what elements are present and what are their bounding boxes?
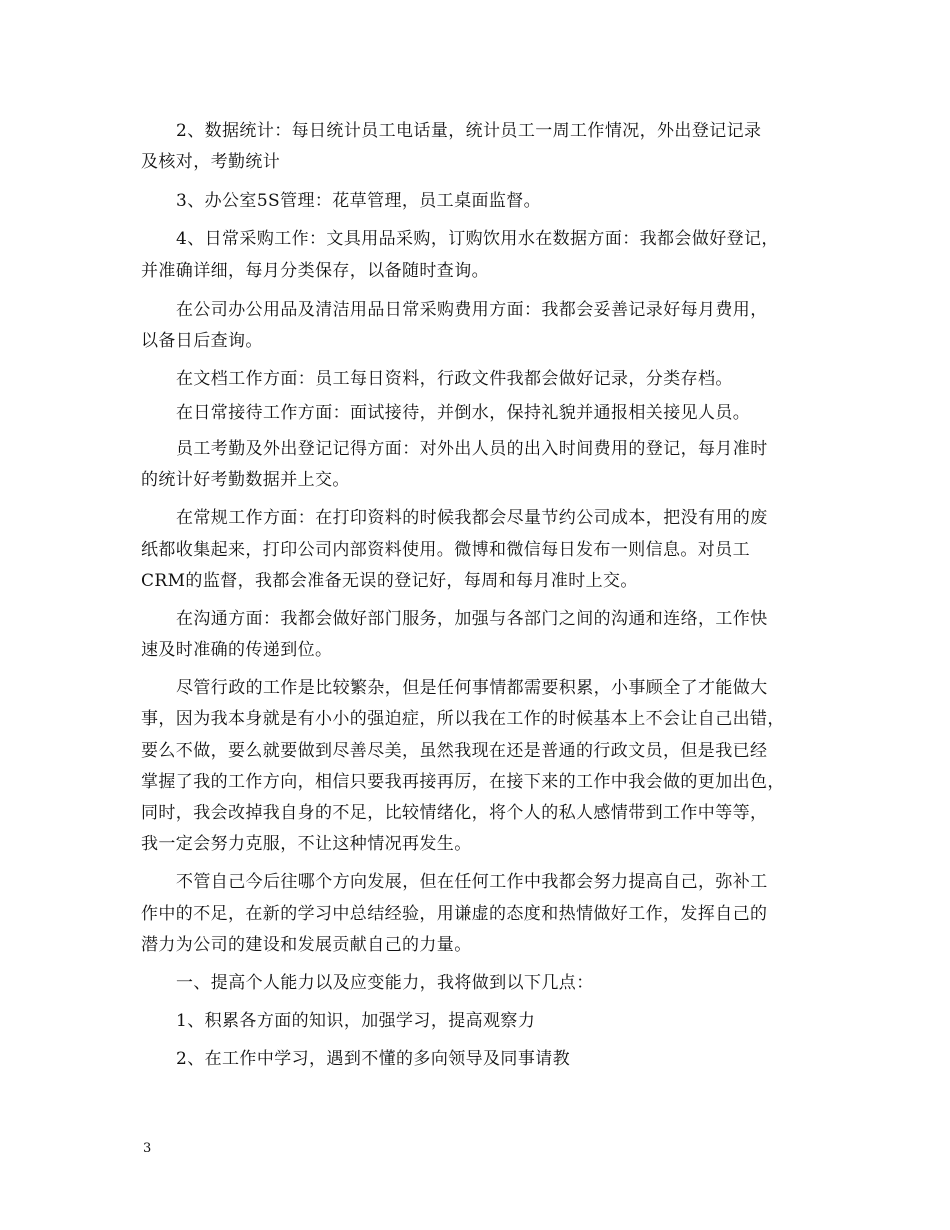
paragraph-line: 掌握了我的工作方向，相信只要我再接再厉，在接下来的工作中我会做的更加出色， [141, 772, 785, 792]
paragraph-line: 作中的不足，在新的学习中总结经验，用谦虚的态度和热情做好工作，发挥自己的 [141, 904, 768, 924]
paragraph-line: 在文档工作方面：员工每日资料，行政文件我都会做好记录，分类存档。 [176, 369, 733, 389]
paragraph-line: 4、日常采购工作：文具用品采购，订购饮用水在数据方面：我都会做好登记， [176, 229, 779, 249]
paragraph-line: 1、积累各方面的知识，加强学习，提高观察力 [176, 1011, 536, 1031]
paragraph-line: 在公司办公用品及清洁用品日常采购费用方面：我都会妥善记录好每月费用， [176, 300, 768, 320]
paragraph-line: CRM的监督，我都会准备无误的登记好，每周和每月准时上交。 [141, 571, 638, 591]
paragraph-line: 同时，我会改掉我自身的不足，比较情绪化，将个人的私人感情带到工作中等等， [141, 803, 768, 823]
paragraph-line: 一、提高个人能力以及应变能力，我将做到以下几点： [176, 973, 594, 993]
paragraph-line: 在常规工作方面：在打印资料的时候我都会尽量节约公司成本，把没有用的废 [176, 508, 768, 528]
paragraph-line: 事，因为我本身就是有小小的强迫症，所以我在工作的时候基本上不会让自己出错， [141, 709, 785, 729]
paragraph-line: 并准确详细，每月分类保存，以备随时查询。 [141, 261, 489, 281]
paragraph-line: 我一定会努力克服，不让这种情况再发生。 [141, 834, 472, 854]
paragraph-line: 2、数据统计：每日统计员工电话量，统计员工一周工作情况，外出登记记录 [176, 121, 762, 141]
paragraph-line: 3、办公室5S管理：花草管理，员工桌面监督。 [176, 191, 542, 211]
paragraph-line: 速及时准确的传递到位。 [141, 640, 333, 660]
paragraph-line: 在日常接待工作方面：面试接待，并倒水，保持礼貌并通报相关接见人员。 [176, 403, 751, 423]
paragraph-line: 纸都收集起来，打印公司内部资料使用。微博和微信每日发布一则信息。对员工 [141, 540, 750, 560]
paragraph-line: 2、在工作中学习，遇到不懂的多向领导及同事请教 [176, 1049, 571, 1069]
paragraph-line: 以备日后查询。 [141, 331, 263, 351]
paragraph-line: 员工考勤及外出登记记得方面：对外出人员的出入时间费用的登记，每月准时 [176, 439, 768, 459]
paragraph-line: 要么不做，要么就要做到尽善尽美，虽然我现在还是普通的行政文员，但是我已经 [141, 741, 768, 761]
paragraph-line: 的统计好考勤数据并上交。 [141, 470, 350, 490]
page-number: 3 [143, 1141, 152, 1156]
paragraph-line: 及核对，考勤统计 [141, 152, 281, 172]
paragraph-line: 尽管行政的工作是比较繁杂，但是任何事情都需要积累，小事顾全了才能做大 [176, 678, 768, 698]
paragraph-line: 不管自己今后往哪个方向发展，但在任何工作中我都会努力提高自己，弥补工 [176, 872, 768, 892]
paragraph-line: 潜力为公司的建设和发展贡献自己的力量。 [141, 935, 472, 955]
paragraph-line: 在沟通方面：我都会做好部门服务，加强与各部门之间的沟通和连络，工作快 [176, 609, 768, 629]
